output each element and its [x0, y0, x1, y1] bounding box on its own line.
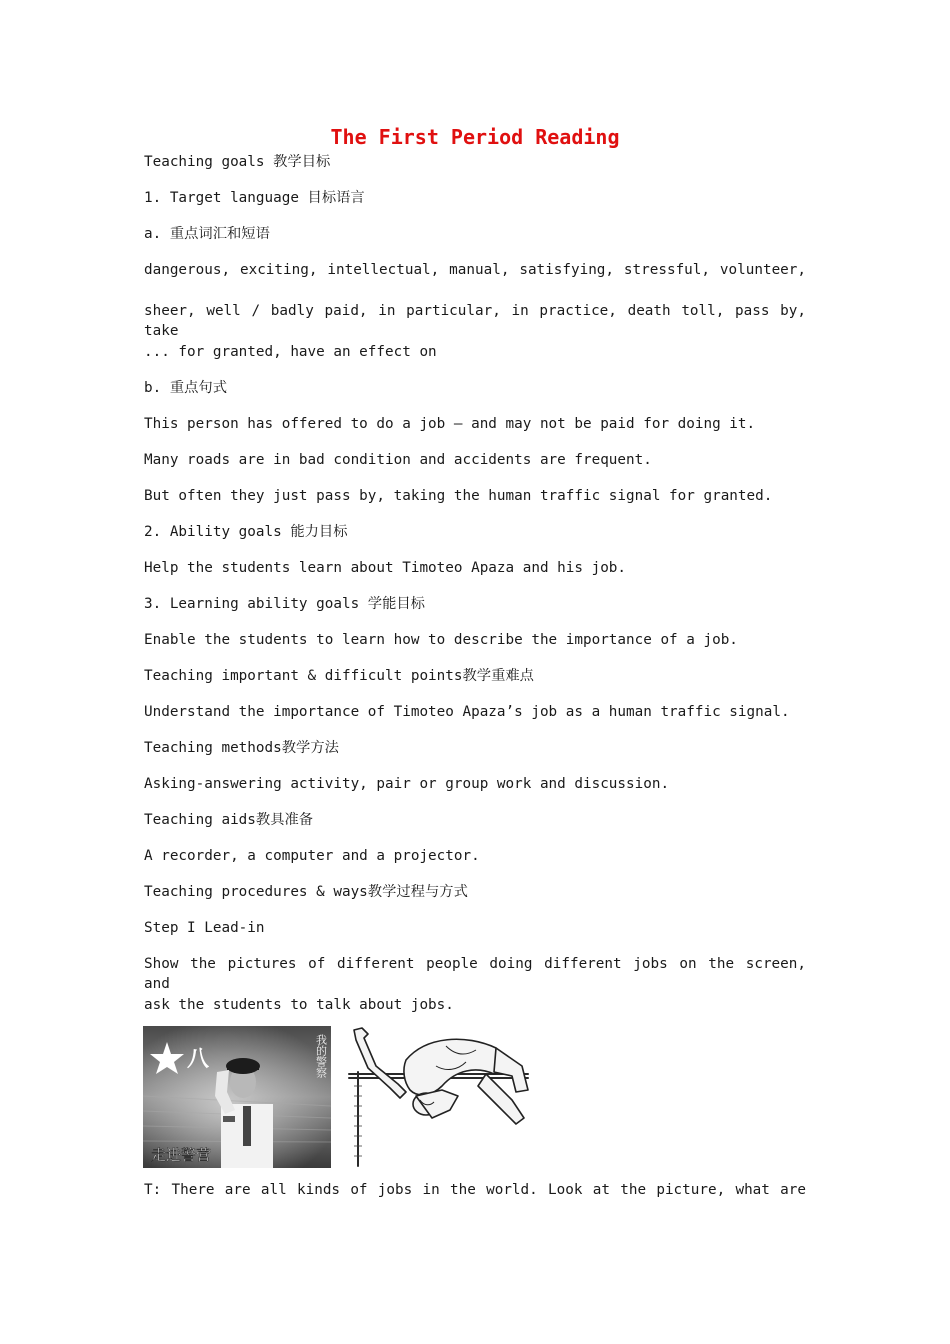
svg-text:八: 八 [187, 1046, 210, 1071]
heading-learning-ability-goals: 3. Learning ability goals 学能目标 [144, 596, 425, 612]
bottom-caption: 走进警营 [151, 1146, 212, 1164]
heading-ability-goals: 2. Ability goals 能力目标 [144, 524, 348, 540]
vocabulary-line-2: sheer, well / badly paid, in particular, in practice, death toll, pass by, take [144, 303, 806, 339]
heading-teaching-goals: Teaching goals 教学目标 [144, 154, 331, 170]
sentence-2: Many roads are in bad condition and accidents are frequent. [144, 452, 652, 468]
ability-goals-text: Help the students learn about Timoteo Apaza and his job. [144, 560, 627, 576]
heading-teaching-aids: Teaching aids教具准备 [144, 812, 314, 828]
sentence-3: But often they just pass by, taking the human traffic signal for granted. [144, 488, 773, 504]
document-title: The First Period Reading [330, 125, 620, 149]
step-1-text-line-1: Show the pictures of different people doing different jobs on the screen, and [144, 956, 806, 992]
step-1-text-line-2: ask the students to talk about jobs. [144, 997, 454, 1013]
sentence-1: This person has offered to do a job — and may not be paid for doing it. [144, 416, 756, 432]
teaching-aids-text: A recorder, a computer and a projector. [144, 848, 480, 864]
heading-teaching-methods: Teaching methods教学方法 [144, 740, 339, 756]
heading-teaching-procedures: Teaching procedures & ways教学过程与方式 [144, 884, 468, 900]
heading-target-language: 1. Target language 目标语言 [144, 190, 365, 206]
vocabulary-line-1: dangerous, exciting, intellectual, manual, satisfying, stressful, volunteer, [144, 262, 806, 278]
important-points-text: Understand the importance of Timoteo Apaza’s job as a human traffic signal. [144, 704, 790, 720]
step-1-heading: Step I Lead-in [144, 920, 265, 936]
policeman-photo [143, 1026, 331, 1168]
heading-important-points: Teaching important & difficult points教学重难点 [144, 668, 534, 684]
vocabulary-line-3: ... for granted, have an effect on [144, 344, 437, 360]
teaching-methods-text: Asking-answering activity, pair or group work and discussion. [144, 776, 670, 792]
subheading-sentences: b. 重点句式 [144, 380, 228, 396]
high-jumper-drawing [346, 1026, 530, 1168]
vertical-caption: 我的警察 [314, 1034, 328, 1078]
subheading-vocabulary: a. 重点词汇和短语 [144, 226, 270, 242]
learning-ability-text: Enable the students to learn how to describe the importance of a job. [144, 632, 738, 648]
teacher-question-line: T: There are all kinds of jobs in the world. Look at the picture, what are [144, 1182, 806, 1198]
